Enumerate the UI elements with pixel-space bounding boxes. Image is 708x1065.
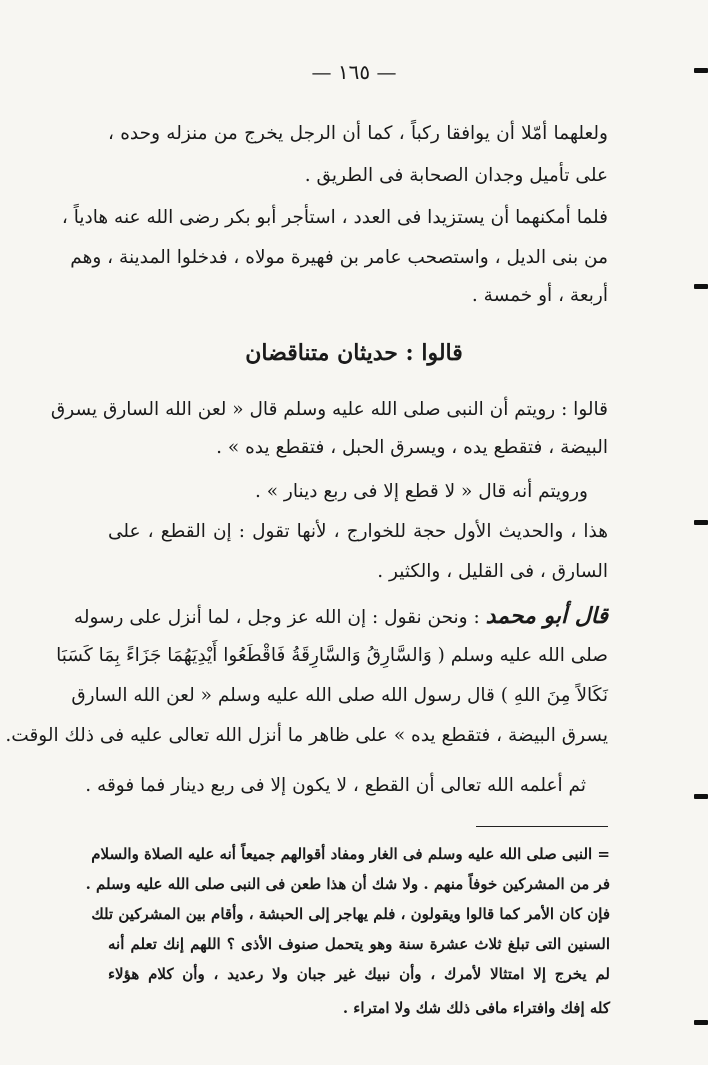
- text-line: فلما أمكنهما أن يستزيدا فى العدد ، استأجر أبو بكر رضى الله عنه هادياً ،: [61, 207, 608, 228]
- text-line: قالوا : رويتم أن النبى صلى الله عليه وسلم قال « لعن الله السارق يسرق: [50, 399, 608, 420]
- footnote-line: لم يخرج إلا امتثالا لأمرك ، وأن نبيك غير جبان ولا رعديد ، وأن كلام هؤلاء: [108, 965, 610, 983]
- text-line: ورويتم أنه قال « لا قطع إلا فى ربع دينار » .: [254, 481, 588, 502]
- scan-edge-mark: [694, 794, 708, 799]
- footnote-rule: [476, 826, 608, 827]
- scan-edge-mark: [694, 284, 708, 289]
- footnote-line: فر من المشركين خوفاً منهم . ولا شك أن هذا طعن فى النبى صلى الله عليه وسلم .: [85, 875, 610, 893]
- scan-edge-mark: [694, 1020, 708, 1025]
- text-line: صلى الله عليه وسلم ( وَالسَّارِقُ وَالسَّارِقَةُ فَاقْطَعُوا أَيْدِيَهُمَا جَزَاءً بِمَا كَسَبَا: [56, 645, 608, 666]
- speaker-label: قال أبو محمد: [485, 603, 608, 629]
- footnote-line: = النبى صلى الله عليه وسلم فى الغار ومفاد أقوالهم جميعاً أنه عليه الصلاة والسلام: [91, 845, 610, 863]
- scan-edge-mark: [694, 68, 708, 73]
- scan-edge-mark: [694, 520, 708, 525]
- text-line: على تأميل وجدان الصحابة فى الطريق .: [304, 165, 608, 186]
- text-line: البيضة ، فتقطع يده ، ويسرق الحبل ، فتقطع يده » .: [216, 437, 608, 458]
- text-line: السارق ، فى القليل ، والكثير .: [377, 561, 608, 582]
- text-line: هذا ، والحديث الأول حجة للخوارج ، لأنها تقول : إن القطع ، على: [108, 521, 608, 542]
- text-line: ثم أعلمه الله تعالى أن القطع ، لا يكون إلا فى ربع دينار فما فوقه .: [85, 775, 586, 796]
- page-number: — ١٦٥ —: [311, 60, 397, 84]
- footnote-line: السنين التى تبلغ ثلاث عشرة سنة وهو يتحمل صنوف الأذى ؟ اللهم إنك تعلم أنه: [108, 935, 610, 953]
- text-line: [73, 603, 608, 630]
- section-heading: قالوا : حديثان متناقضان: [245, 340, 463, 366]
- footnote-line: كله إفك وافتراء مافى ذلك شك ولا امتراء .: [342, 999, 610, 1017]
- text-line: ولعلهما أمّلا أن يوافقا ركباً ، كما أن الرجل يخرج من منزله وحده ،: [108, 123, 608, 144]
- text-line: أربعة ، أو خمسة .: [471, 285, 608, 306]
- text-line: من بنى الديل ، واستصحب عامر بن فهيرة مولاه ، فدخلوا المدينة ، وهم: [70, 247, 608, 268]
- text-line: يسرق البيضة ، فتقطع يده » على ظاهر ما أنزل الله تعالى عليه فى ذلك الوقت.: [5, 725, 608, 746]
- footnote-line: فإن كان الأمر كما قالوا ويقولون ، فلم يهاجر إلى الحبشة ، وأقام بين المشركين تلك: [91, 905, 610, 923]
- text-line: نَكَالاً مِنَ اللهِ ) قال رسول الله صلى الله عليه وسلم « لعن الله السارق: [71, 685, 608, 706]
- text-span: : ونحن نقول : إن الله عز وجل ، لما أنزل على رسوله: [73, 607, 480, 628]
